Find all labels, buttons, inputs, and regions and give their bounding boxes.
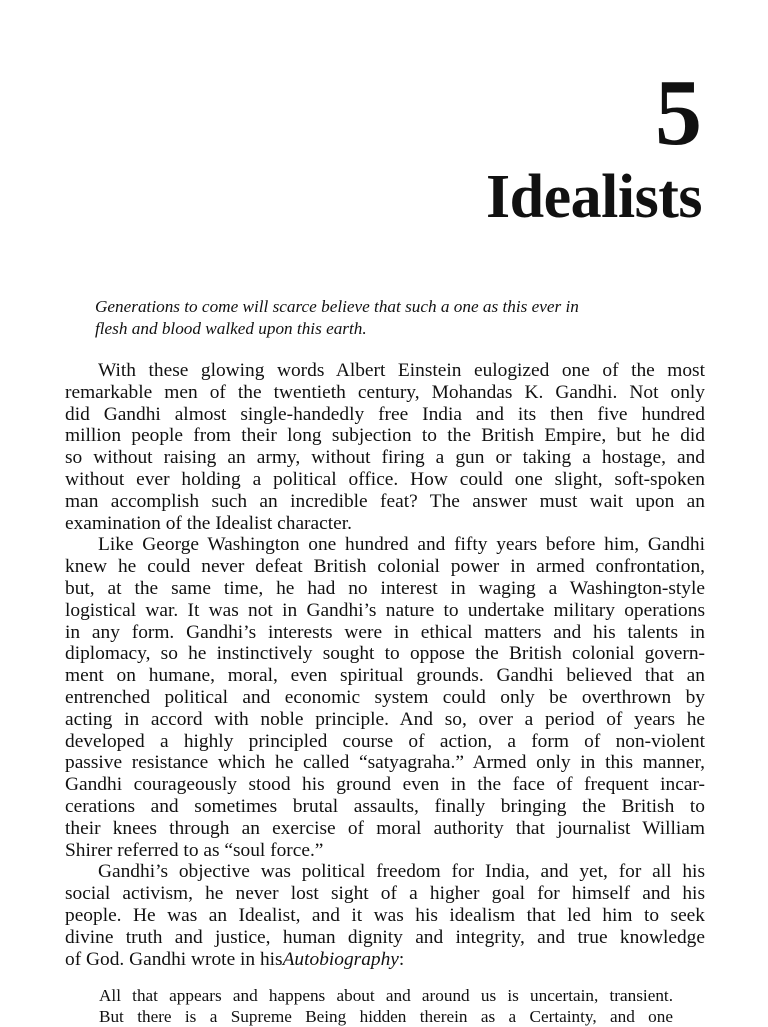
paragraph-3 (65, 861, 705, 970)
chapter-title: Idealists (486, 163, 702, 231)
quote-line: But there is a Supreme Being hidden therein as a Certainty, and one (99, 1007, 673, 1026)
text-line: developed a highly principled course of action, a form of non-violent (65, 730, 705, 752)
text-line (65, 949, 705, 971)
quote-line: All that appears and happens about and around us is uncertain, transient. (99, 986, 673, 1005)
epigraph-line: Generations to come will scarce believe that such a one as this ever in (95, 297, 579, 316)
text-line: Gandhi courageously stood his ground even in the face of frequent incar- (65, 774, 705, 796)
paragraph-1 (65, 360, 705, 534)
text-line: divine truth and justice, human dignity and integrity, and true knowledge (65, 926, 705, 948)
text-line: in any form. Gandhi’s interests were in ethical matters and his talents in (65, 621, 705, 643)
text-segment: : (398, 948, 405, 970)
book-title: Autobiography (282, 948, 399, 970)
text-line: cerations and sometimes brutal assaults, finally bringing the British to (65, 795, 705, 817)
text-line: man accomplish such an incredible feat? The answer must wait upon an (65, 490, 705, 512)
text-line: logistical war. It was not in Gandhi’s nature to undertake military operations (65, 599, 705, 621)
text-line: acting in accord with noble principle. And so, over a period of years he (65, 708, 705, 730)
text-line: but, at the same time, he had no interest in waging a Washington-style (65, 577, 705, 599)
text-line: knew he could never defeat British colonial power in armed confrontation, (65, 556, 705, 578)
text-line: entrenched political and economic system could only be overthrown by (65, 686, 705, 708)
text-line: without ever holding a political office. How could one slight, soft-spoken (65, 468, 705, 490)
text-line: remarkable men of the twentieth century, Mohandas K. Gandhi. Not only (65, 381, 705, 403)
block-quote (99, 985, 673, 1027)
text-line: million people from their long subjection to the British Empire, but he did (65, 425, 705, 447)
text-line: so without raising an army, without firing a gun or taking a hostage, and (65, 447, 705, 469)
text-line: social activism, he never lost sight of a higher goal for himself and his (65, 883, 705, 905)
paragraph-2 (65, 534, 705, 861)
epigraph-line: flesh and blood walked upon this earth. (95, 319, 367, 338)
text-line: their knees through an exercise of moral authority that journalist William (65, 817, 705, 839)
text-line: examination of the Idealist character. (65, 512, 352, 534)
text-line: people. He was an Idealist, and it was his idealism that led him to seek (65, 904, 705, 926)
text-line: Gandhi’s objective was political freedom for India, and yet, for all his (98, 861, 705, 883)
text-line: passive resistance which he called “satyagraha.” Armed only in this manner, (65, 752, 705, 774)
chapter-number: 5 (655, 61, 702, 165)
body-text (65, 360, 705, 970)
text-line: ment on humane, moral, even spiritual grounds. Gandhi believed that an (65, 665, 705, 687)
text-line: Shirer referred to as “soul force.” (65, 839, 324, 861)
text-line: With these glowing words Albert Einstein eulogized one of the most (98, 360, 705, 381)
epigraph (95, 296, 685, 340)
text-line: Like George Washington one hundred and fifty years before him, Gandhi (98, 534, 705, 556)
text-line: diplomacy, so he instinctively sought to oppose the British colonial govern- (65, 643, 705, 665)
text-line: did Gandhi almost single-handedly free India and its then five hundred (65, 403, 705, 425)
text-segment: of God. Gandhi wrote in his (65, 948, 283, 970)
